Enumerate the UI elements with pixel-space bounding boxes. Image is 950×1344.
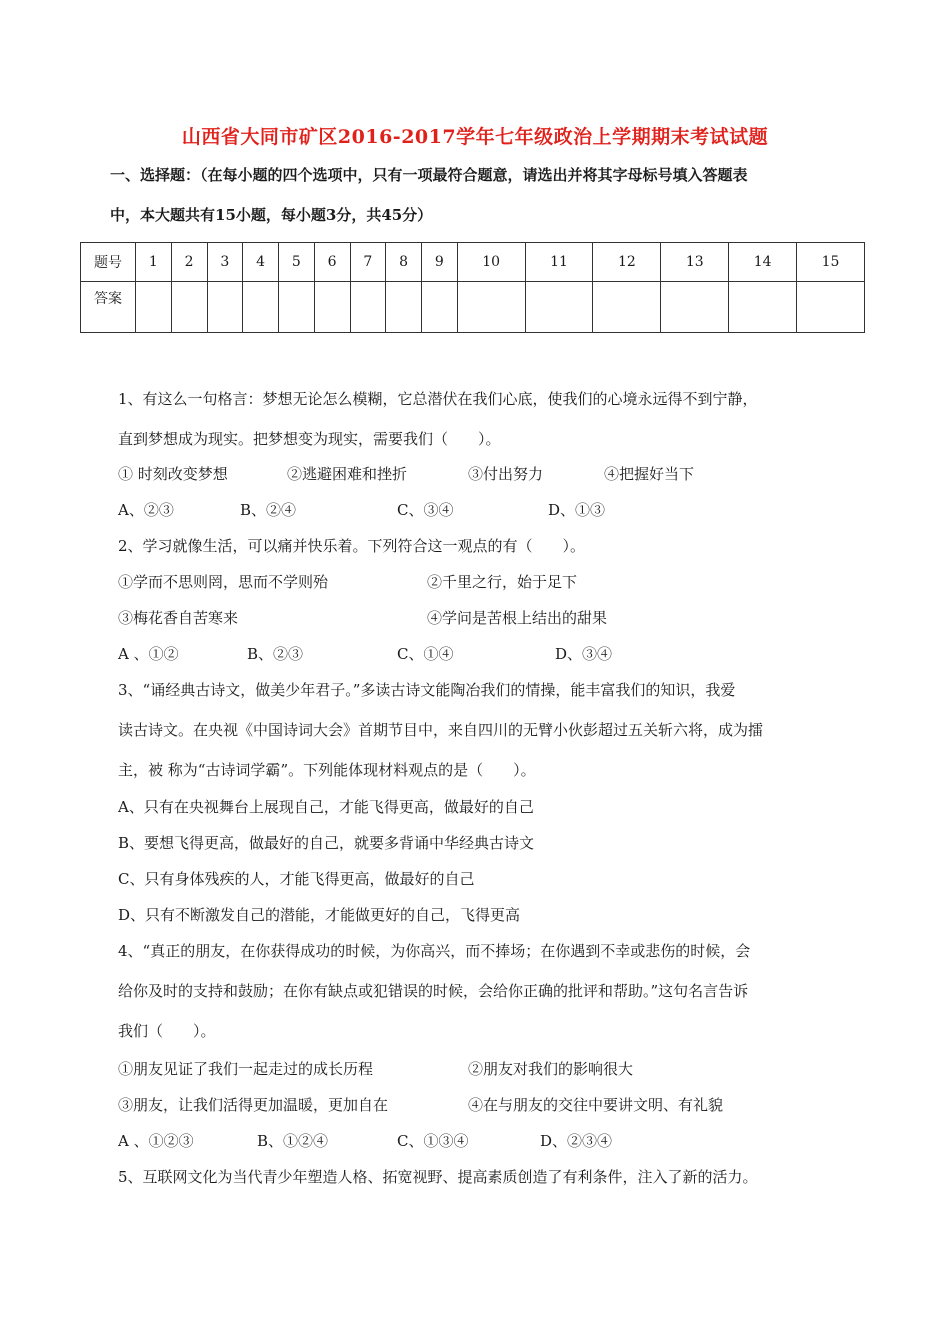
answer-cell[interactable] [525, 282, 593, 333]
answer-cell[interactable] [661, 282, 729, 333]
section-instruction-line2: 中，本大题共有15小题，每小题3分，共45分） [110, 206, 433, 224]
question-number-cell: 7 [350, 243, 386, 282]
question-stem: 3、“诵经典古诗文，做美少年君子。”多读古诗文能陶冶我们的情操，能丰富我们的知识，我爱 [118, 681, 736, 699]
answer-cell[interactable] [207, 282, 243, 333]
question-number-cell: 11 [525, 243, 593, 282]
question-stem: 5、互联网文化为当代青少年塑造人格、拓宽视野、提高素质创造了有利条件，注入了新的活力。 [118, 1168, 758, 1186]
statement-item: ②朋友对我们的影响很大 [468, 1060, 634, 1078]
answer-choice[interactable]: D、①③ [548, 501, 606, 519]
statement-item: ①学而不思则罔，思而不学则殆 [118, 573, 329, 591]
answer-cell[interactable] [422, 282, 458, 333]
answer-choice[interactable]: A、②③ [118, 501, 174, 519]
statement-item: ① 时刻改变梦想 [118, 465, 228, 483]
question-number-row [81, 243, 865, 282]
answer-choice[interactable]: D、只有不断激发自己的潜能，才能做更好的自己，飞得更高 [118, 906, 521, 924]
question-number-cell: 5 [279, 243, 315, 282]
answer-cell[interactable] [729, 282, 797, 333]
answer-row [81, 282, 865, 333]
exam-title: 山西省大同市矿区2016-2017学年七年级政治上学期期末考试试题 [181, 126, 769, 148]
statement-item: ③付出努力 [468, 465, 544, 483]
statement-item: ①朋友见证了我们一起走过的成长历程 [118, 1060, 374, 1078]
question-number-cell: 1 [136, 243, 172, 282]
answer-choice[interactable]: C、①③④ [397, 1132, 469, 1150]
answer-choice[interactable]: B、②④ [240, 501, 297, 519]
question-number-cell: 2 [171, 243, 207, 282]
answer-cell[interactable] [314, 282, 350, 333]
question-number-cell: 6 [314, 243, 350, 282]
answer-choice[interactable]: C、①④ [397, 645, 454, 663]
answer-cell[interactable] [350, 282, 386, 333]
question-number-cell: 8 [386, 243, 422, 282]
answer-cell[interactable] [593, 282, 661, 333]
question-stem: 给你及时的支持和鼓励；在你有缺点或犯错误的时候，会给你正确的批评和帮助。”这句名言告诉 [118, 982, 749, 1000]
answer-cell[interactable] [457, 282, 525, 333]
answer-choice[interactable]: B、①②④ [257, 1132, 329, 1150]
question-stem: 4、“真正的朋友，在你获得成功的时候，为你高兴，而不捧场；在你遇到不幸或悲伤的时候，会 [118, 942, 751, 960]
answer-table [80, 242, 865, 333]
answer-cell[interactable] [279, 282, 315, 333]
answer-choice[interactable]: A、只有在央视舞台上展现自己，才能飞得更高，做最好的自己 [118, 798, 534, 816]
answer-label: 答案 [81, 282, 136, 333]
answer-cell[interactable] [243, 282, 279, 333]
statement-item: ③朋友，让我们活得更加温暖，更加自在 [118, 1096, 389, 1114]
answer-cell[interactable] [797, 282, 865, 333]
statement-item: ④把握好当下 [604, 465, 695, 483]
statement-item: ④在与朋友的交往中要讲文明、有礼貌 [468, 1096, 724, 1114]
question-number-cell: 15 [797, 243, 865, 282]
answer-choice[interactable]: B、要想飞得更高，做最好的自己，就要多背诵中华经典古诗文 [118, 834, 535, 852]
answer-choice[interactable]: B、②③ [247, 645, 304, 663]
answer-choice[interactable]: A 、①②③ [118, 1132, 194, 1150]
question-number-label: 题号 [81, 243, 136, 282]
answer-choice[interactable]: D、②③④ [540, 1132, 613, 1150]
question-stem: 2、学习就像生活，可以痛并快乐着。下列符合这一观点的有（ ）。 [118, 537, 586, 555]
question-stem: 我们（ ）。 [118, 1022, 216, 1040]
statement-item: ③梅花香自苦寒来 [118, 609, 239, 627]
answer-cell[interactable] [171, 282, 207, 333]
answer-choice[interactable]: D、③④ [555, 645, 613, 663]
question-number-cell: 10 [457, 243, 525, 282]
question-number-cell: 12 [593, 243, 661, 282]
answer-choice[interactable]: C、③④ [397, 501, 454, 519]
statement-item: ②千里之行，始于足下 [427, 573, 578, 591]
answer-choice[interactable]: C、只有身体残疾的人，才能飞得更高，做最好的自己 [118, 870, 475, 888]
question-stem: 直到梦想成为现实。把梦想变为现实，需要我们（ ）。 [118, 430, 501, 448]
statement-item: ④学问是苦根上结出的甜果 [427, 609, 608, 627]
section-instruction-line1: 一、选择题：（在每小题的四个选项中，只有一项最符合题意，请选出并将其字母标号填入答题表 [110, 166, 748, 184]
question-stem: 1、有这么一句格言：梦想无论怎么模糊，它总潜伏在我们心底，使我们的心境永远得不到宁静， [118, 390, 758, 408]
question-stem: 读古诗文。在央视《中国诗词大会》首期节目中，来自四川的无臂小伙彭超过五关斩六将，成为擂 [118, 721, 764, 739]
answer-cell[interactable] [136, 282, 172, 333]
answer-cell[interactable] [386, 282, 422, 333]
question-number-cell: 13 [661, 243, 729, 282]
answer-choice[interactable]: A 、①② [118, 645, 179, 663]
question-number-cell: 3 [207, 243, 243, 282]
question-stem: 主，被 称为“古诗词学霸”。下列能体现材料观点的是（ ）。 [118, 761, 536, 779]
question-number-cell: 9 [422, 243, 458, 282]
question-number-cell: 4 [243, 243, 279, 282]
statement-item: ②逃避困难和挫折 [287, 465, 408, 483]
question-number-cell: 14 [729, 243, 797, 282]
